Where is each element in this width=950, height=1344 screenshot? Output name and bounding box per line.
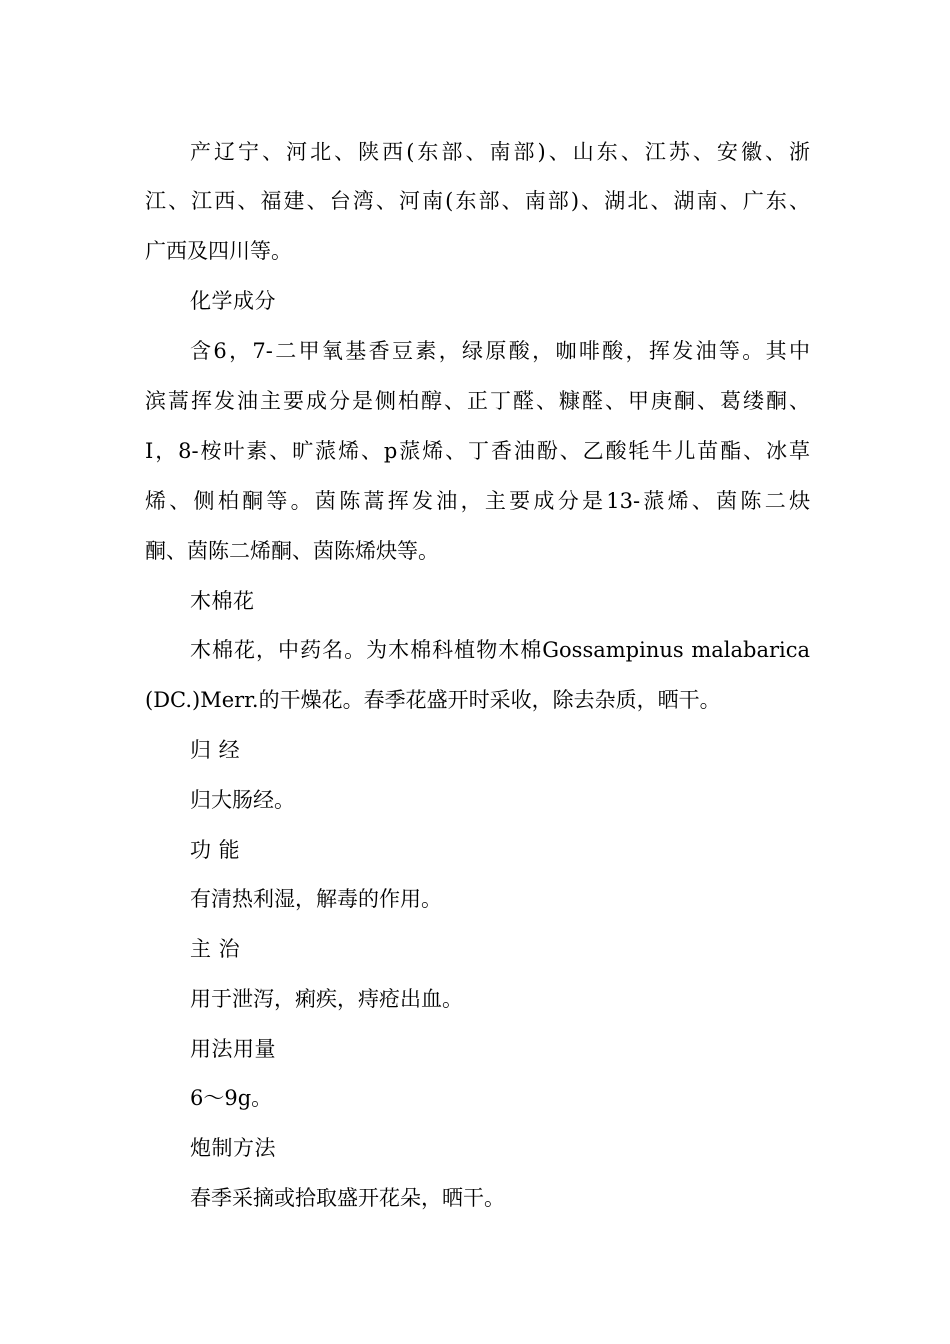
distribution-line-2: 江、江西、福建、台湾、河南(东部、南部)、湖北、湖南、广东、 <box>145 189 810 213</box>
text-function: 有清热利湿，解毒的作用。 <box>190 887 442 911</box>
composition-line-1: 含6，7-二甲氧基香豆素，绿原酸，咖啡酸，挥发油等。其中 <box>190 339 810 363</box>
distribution-line-1: 产辽宁、河北、陕西(东部、南部)、山东、江苏、安徽、浙 <box>190 140 810 164</box>
mumianhua-line-2: (DC.)Merr.的干燥花。春季花盛开时采收，除去杂质，晒干。 <box>145 688 721 712</box>
text-dosage: 6～9g。 <box>190 1086 273 1110</box>
composition-line-4: 烯、侧柏酮等。茵陈蒿挥发油，主要成分是13-蒎烯、茵陈二炔 <box>145 489 810 513</box>
composition-line-5: 酮、茵陈二烯酮、茵陈烯炔等。 <box>145 539 439 563</box>
text-processing: 春季采摘或拾取盛开花朵，晒干。 <box>190 1186 505 1210</box>
heading-indications: 主 治 <box>190 937 241 961</box>
distribution-line-3: 广西及四川等。 <box>145 239 292 263</box>
text-indications: 用于泄泻，痢疾，痔疮出血。 <box>190 987 463 1011</box>
heading-meridian: 归 经 <box>190 738 241 762</box>
composition-line-3: I，8-桉叶素、旷蒎烯、p蒎烯、丁香油酚、乙酸牦牛儿苗酯、冰草 <box>145 439 810 463</box>
heading-function: 功 能 <box>190 838 241 862</box>
mumianhua-line-1: 木棉花，中药名。为木棉科植物木棉Gossampinus malabarica <box>190 638 810 662</box>
composition-line-2: 滨蒿挥发油主要成分是侧柏醇、正丁醛、糠醛、甲庚酮、葛缕酮、 <box>145 389 810 413</box>
text-meridian: 归大肠经。 <box>190 788 295 812</box>
heading-processing: 炮制方法 <box>190 1136 276 1160</box>
heading-dosage: 用法用量 <box>190 1037 276 1061</box>
heading-mumianhua: 木棉花 <box>190 589 255 613</box>
heading-chemical-composition: 化学成分 <box>190 289 276 313</box>
